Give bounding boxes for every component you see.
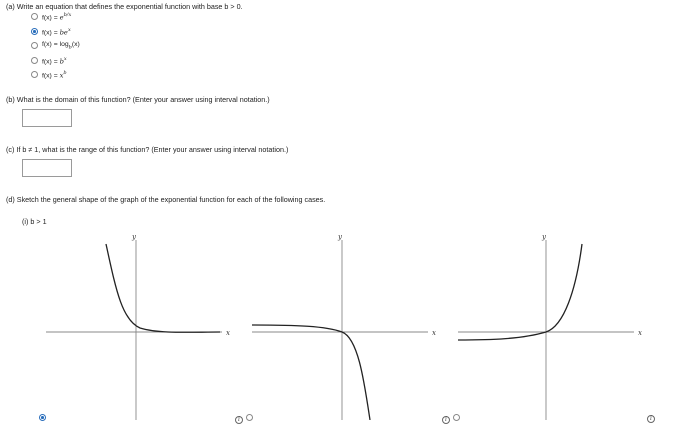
option-3[interactable] bbox=[31, 41, 80, 50]
option-4-radio[interactable] bbox=[31, 57, 38, 64]
graph-3-radio[interactable] bbox=[453, 414, 460, 421]
y-axis-label: y bbox=[338, 233, 342, 241]
graph-3-controls bbox=[442, 414, 460, 424]
graph-2-controls bbox=[235, 414, 253, 424]
x-axis-label: x bbox=[432, 329, 436, 337]
graph-option-2[interactable] bbox=[246, 230, 446, 420]
option-4-label: $f(x) = b^x$ bbox=[42, 56, 67, 66]
option-4[interactable] bbox=[31, 56, 67, 65]
question-b-prompt: (b) What is the domain of this function? (Enter your answer using interval notation.) bbox=[6, 95, 270, 104]
domain-answer-input[interactable] bbox=[22, 109, 72, 127]
x-axis-label: x bbox=[638, 329, 642, 337]
option-3-radio[interactable] bbox=[31, 42, 38, 49]
y-axis-label: y bbox=[542, 233, 546, 241]
option-3-label: $f(x) = \log_b(x)$ bbox=[42, 41, 80, 51]
curve bbox=[252, 325, 370, 420]
info-icon[interactable]: i bbox=[647, 415, 655, 423]
graph-1-radio[interactable] bbox=[39, 414, 46, 421]
question-a-prompt: (a) Write an equation that defines the exponential function with base b > 0. bbox=[6, 2, 243, 11]
option-1-label: $f(x) = e^{b/x}$ bbox=[42, 12, 72, 22]
option-2-label: $f(x) = be^x$ bbox=[42, 27, 71, 37]
option-2-radio[interactable] bbox=[31, 28, 38, 35]
option-5[interactable] bbox=[31, 70, 67, 79]
graph-option-3[interactable] bbox=[452, 230, 652, 420]
x-axis-label: x bbox=[226, 329, 230, 337]
graph-option-1[interactable] bbox=[40, 230, 240, 420]
option-5-label: $f(x) = x^b$ bbox=[42, 70, 67, 80]
option-1[interactable] bbox=[31, 12, 71, 21]
info-icon[interactable]: i bbox=[235, 416, 243, 424]
info-icon[interactable]: i bbox=[442, 416, 450, 424]
graph-2-radio[interactable] bbox=[246, 414, 253, 421]
range-answer-input[interactable] bbox=[22, 159, 72, 177]
case-label: (i) b > 1 bbox=[22, 217, 47, 226]
curve bbox=[106, 244, 220, 332]
option-1-radio[interactable] bbox=[31, 13, 38, 20]
question-d-prompt: (d) Sketch the general shape of the graph of the exponential function for each of the following cases. bbox=[6, 195, 326, 204]
curve bbox=[458, 244, 582, 340]
option-5-radio[interactable] bbox=[31, 71, 38, 78]
question-c-prompt: (c) If b ≠ 1, what is the range of this function? (Enter your answer using interval notation.) bbox=[6, 145, 289, 154]
option-2[interactable] bbox=[31, 27, 71, 36]
y-axis-label: y bbox=[132, 233, 136, 241]
